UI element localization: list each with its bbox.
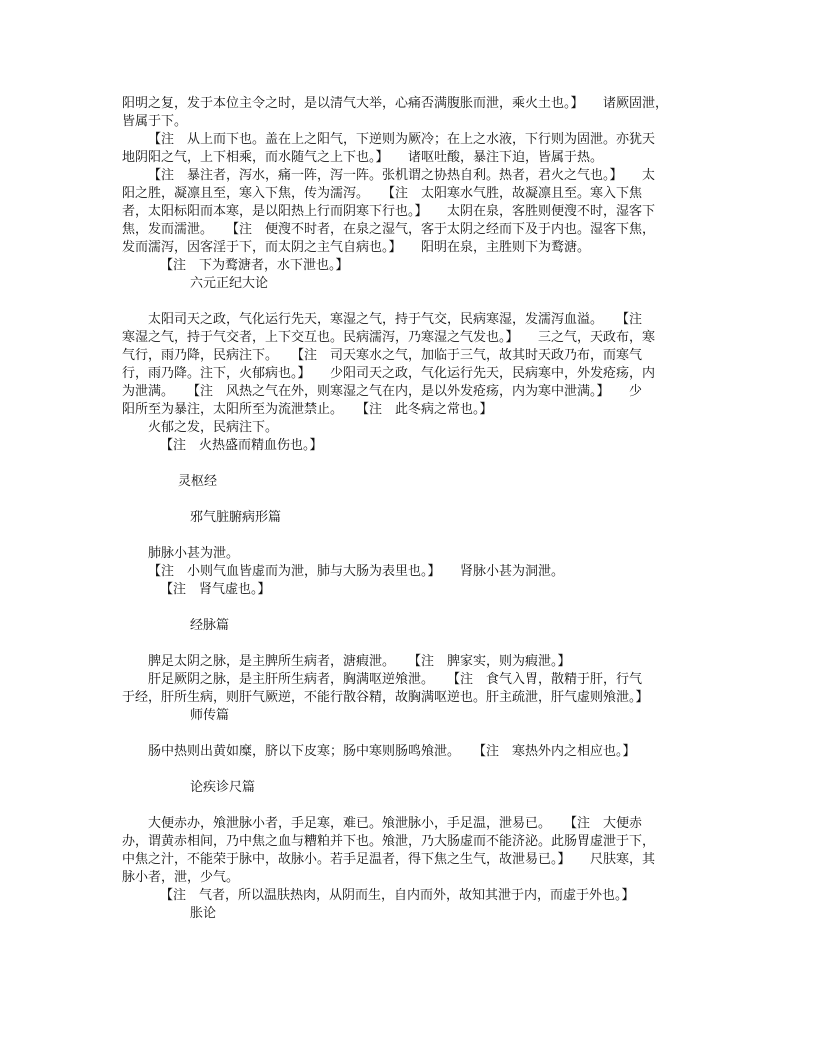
text-line: 办，谓黄赤相间，乃中焦之血与糟粕并下也。飧泄，乃大肠虚而不能济泌。此肠胃虚泄于下， [122,834,656,849]
section-heading: 论疾诊尺篇 [190,780,256,795]
text-line: 大便赤办，飧泄脉小者，手足寒，难已。飧泄脉小，手足温，泄易已。 【注 大便赤 [148,816,643,831]
annotation-line: 【注 小则气血皆虚而为泄，肺与大肠为表里也。】 肾脉小甚为洞泄。 [148,564,565,579]
section-heading: 经脉篇 [190,618,230,633]
annotation-line: 【注 下为鹜溏者，水下泄也。】 [160,258,349,273]
text-line: 火郁之发，民病注下。 [148,420,279,435]
text-line: 发而濡泻，因客淫于下，而太阴之主气自病也。】 阳明在泉，主胜则下为鹜溏。 [122,240,591,255]
text-line: 为泄满。 【注 风热之气在外，则寒湿之气在内，是以外发疮疡，内为寒中泄满。】 少 [122,384,643,399]
text-line: 太阳司天之政，气化运行先天，寒湿之气，持于气交，民病寒湿，发濡泻血溢。 【注 [148,312,643,327]
text-line: 脾足太阴之脉，是主脾所生病者，溏瘕泄。 【注 脾家实，则为瘕泄。】 [148,654,571,669]
text-line: 阳之胜，凝凛且至，寒入下焦，传为濡泻。 【注 太阳寒水气胜，故凝凛且至。寒入下焦 [122,186,643,201]
section-heading: 胀论 [190,906,217,921]
text-line: 脉小者，泄，少气。 [122,870,240,885]
text-line: 于经，肝所生病，则肝气厥逆，不能行散谷精，故胸满呕逆也。肝主疏泄，肝气虚则飧泄。】 [122,690,649,705]
text-line: 中焦之汁，不能荣于脉中，故脉小。若手足温者，得下焦之生气，故泄易已。】 尺肤寒，其 [122,852,656,867]
annotation-line: 【注 气者，所以温肤热肉，从阴而生，自内而外，故知其泄于内，而虚于外也。】 [160,888,635,903]
text-line: 阳明之复，发于本位主令之时，是以清气大举，心痛否满腹胀而泄，乘火土也。】 诸厥固泄， [122,96,669,111]
text-line: 肠中热则出黄如糜，脐以下皮寒；肠中寒则肠鸣飧泄。 【注 寒热外内之相应也。】 [148,744,636,759]
annotation-line: 【注 肾气虚也。】 [160,582,271,597]
annotation-line: 【注 火热盛而精血伤也。】 [160,438,323,453]
annotation-line: 【注 暴注者，泻水，痛一阵，泻一阵。张机谓之协热自利。热者，君火之气也。】 太 [148,168,656,183]
text-line: 地阴阳之气，上下相乘，而水随气之上下也。】 诸呕吐酸，暴注下迫，皆属于热。 [122,150,604,165]
text-line: 气行，雨乃降，民病注下。 【注 司天寒水之气，加临于三气，故其时天政乃布，而寒气 [122,348,643,363]
annotation-line: 【注 从上而下也。盖在上之阳气，下逆则为厥冷；在上之水液，下行则为固泄。亦犹天 [148,132,656,147]
text-line: 肺脉小甚为泄。 [148,546,240,561]
text-line: 寒湿之气，持于气交者，上下交互也。民病濡泻，乃寒湿之气发也。】 三之气，天政布，寒 [122,330,656,345]
text-line: 焦，发而濡泄。 【注 便溲不时者，在泉之湿气，客于太阴之经而下及于内也。湿客下焦， [122,222,656,237]
text-line: 行，雨乃降。注下，火郁病也。】 少阳司天之政，气化运行先天，民病寒中，外发疮疡，内 [122,366,656,381]
section-heading: 师传篇 [190,708,230,723]
text-line: 肝足厥阴之脉，是主肝所生病者，胸满呕逆飧泄。 【注 食气入胃，散精于肝，行气 [148,672,643,687]
text-line: 者，太阳标阳而本寒，是以阳热上行而阴寒下行也。】 太阴在泉，客胜则便溲不时，湿客下 [122,204,656,219]
text-line: 阳所至为暴注，太阳所至为流泄禁止。 【注 此冬病之常也。】 [122,402,493,417]
section-heading: 六元正纪大论 [190,276,269,291]
section-heading: 邪气脏腑病形篇 [190,510,282,525]
book-heading: 灵枢经 [178,474,218,489]
text-line: 皆属于下。 [122,114,188,129]
